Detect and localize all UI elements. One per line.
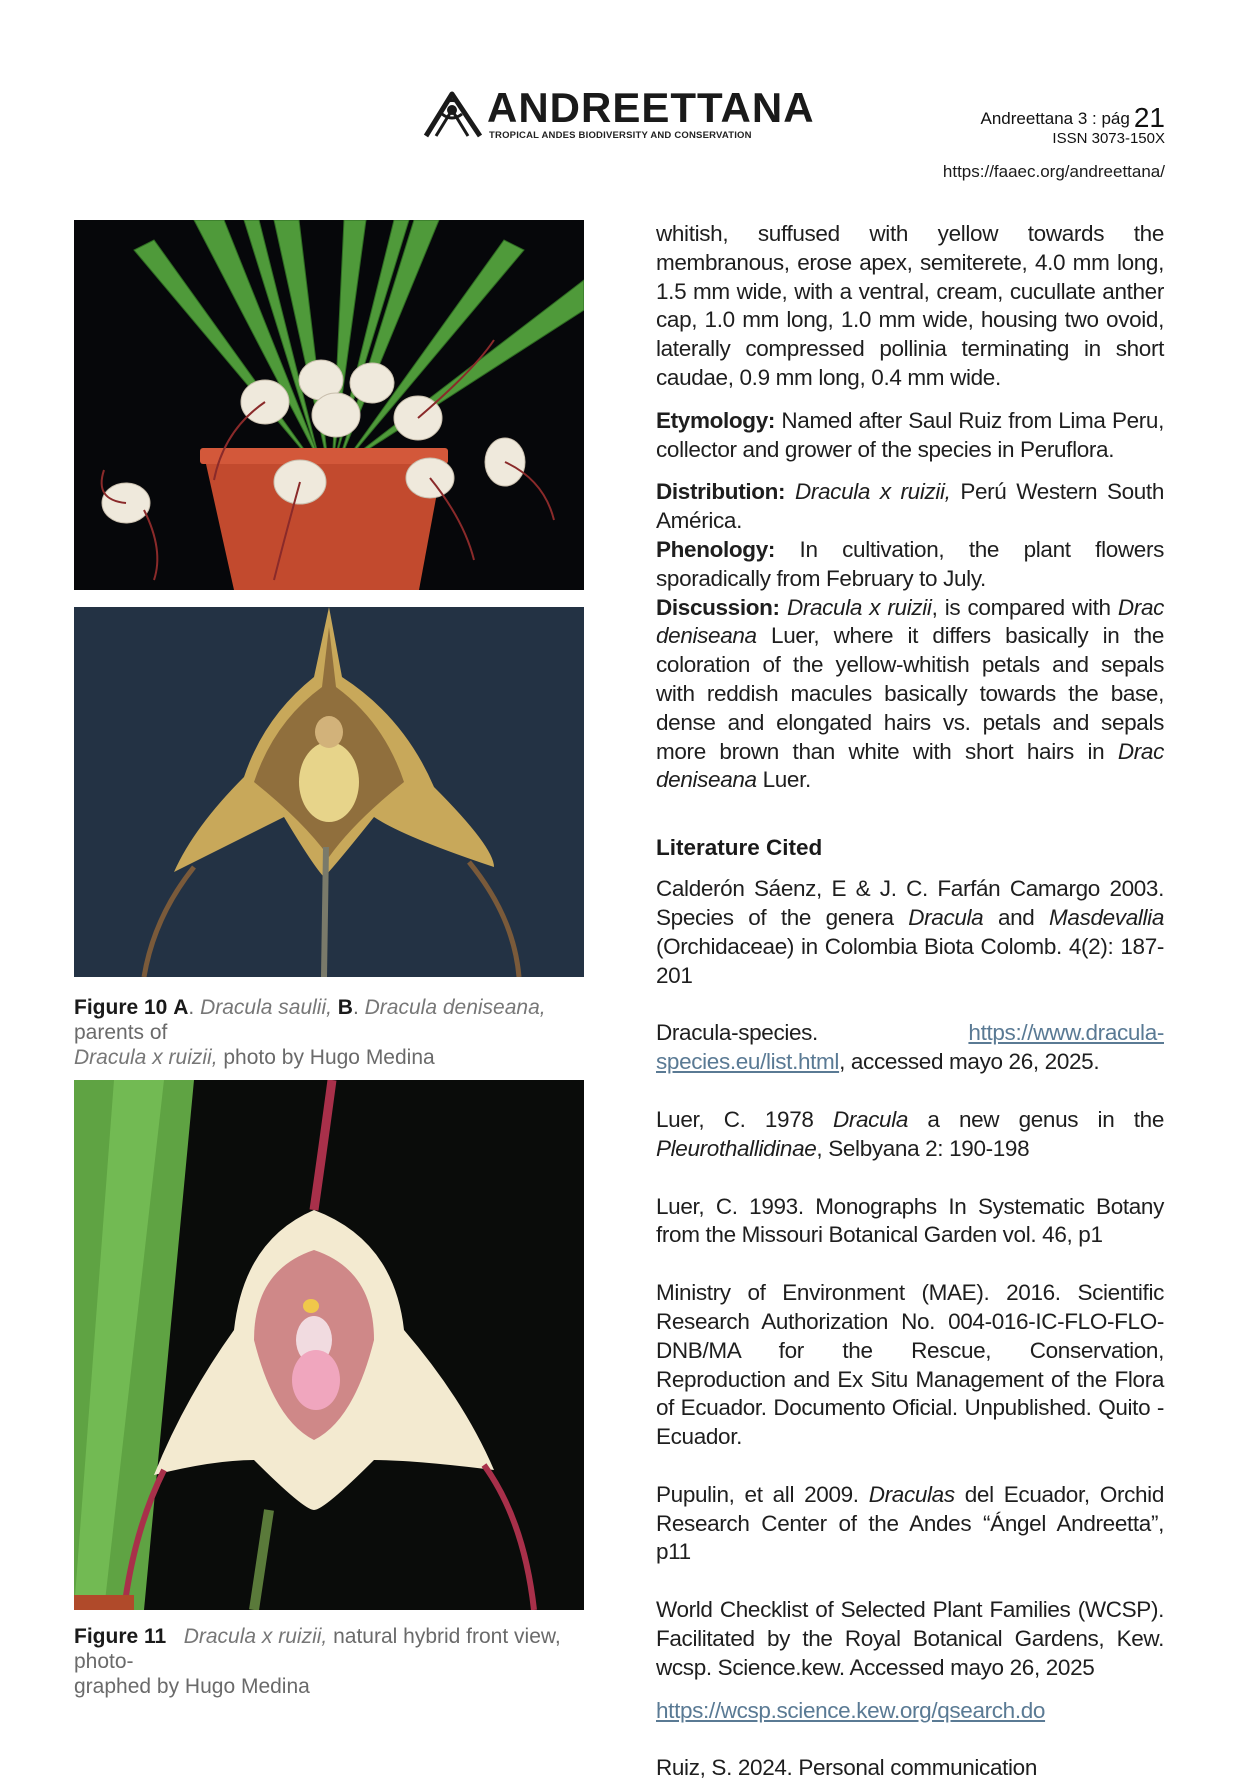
journal-logo <box>422 84 822 144</box>
main-text-column <box>656 220 1164 1783</box>
figure-10-caption: Figure 10 A. Dracula saulii, B. Dracula deniseana, parents of Dracula x ruizii, photo by Hugo Medina <box>74 996 546 1069</box>
reference-ruiz: Ruiz, S. 2024. Personal communication <box>656 1755 1037 1781</box>
ref3-subtribe: Pleurothallidinae <box>656 1135 817 1161</box>
ref1-genus-1: Dracula <box>908 904 984 930</box>
figure-11-text2: graphed by Hugo Medina <box>74 1675 310 1698</box>
reference-pupulin <box>656 1481 1164 1567</box>
distribution-paragraph <box>656 478 1164 536</box>
discussion-species: Dracula x ruizii <box>786 594 932 620</box>
page-number: 21 <box>1133 102 1165 133</box>
etymology-label: Etymology: <box>656 407 776 433</box>
phenology-label: Phenology: <box>656 536 775 562</box>
figure-10a-photo <box>74 220 584 590</box>
etymology-paragraph <box>656 407 1164 465</box>
figure-11-label: Figure 11 <box>74 1625 167 1648</box>
ref2-link[interactable]: https://www.dracula-species.eu/list.html <box>656 1020 1164 1075</box>
ref1-text-c: (Orchidaceae) in Colombia Biota Colomb. 4(2): 187-201 <box>656 933 1164 988</box>
discussion-species3: Drac deniseana <box>656 738 1164 793</box>
figure-11-text1: natural hybrid front view, photo- <box>74 1625 561 1673</box>
phenology-paragraph <box>656 536 1164 594</box>
discussion-paragraph <box>656 594 1164 796</box>
issn: ISSN 3073-150X <box>1052 130 1165 147</box>
figure-11-photo <box>74 1080 584 1610</box>
figure-10-text2: photo by Hugo Medina <box>217 1046 435 1069</box>
ref3-genus: Dracula <box>832 1106 909 1132</box>
figure-10b-photo <box>74 607 584 977</box>
wcsp-link[interactable]: https://wcsp.science.kew.org/qsearch.do <box>656 1697 1046 1723</box>
discussion-text1: , is compared with <box>931 594 1118 620</box>
ref2-text-b: , accessed mayo 26, 2025. <box>839 1049 1100 1075</box>
distribution-text: Perú Western South América. <box>656 479 1164 534</box>
discussion-text2: Luer, where it differs basically in the coloration of the yellow-whitish petals and sepals with reddish macules basically towards the base, dense and elongated hairs vs. petals and sepals more brown than white with short hairs in <box>656 623 1164 764</box>
reference-wcsp: World Checklist of Selected Plant Families (WCSP). Facilitated by the Royal Botanical Gardens, Kew. wcsp. Science.kew. Accessed mayo 26, 2025 <box>656 1597 1164 1680</box>
ref2-text-a: Dracula-species. <box>656 1020 969 1046</box>
page-header-info <box>981 102 1166 147</box>
andreettana-logo-icon <box>422 88 484 140</box>
distribution-species: Dracula x ruizii, <box>794 479 951 505</box>
figure-11-species: Dracula x ruizii, <box>183 1625 328 1648</box>
journal-tagline: TROPICAL ANDES BIODIVERSITY AND CONSERVATION <box>489 130 752 141</box>
reference-mae: Ministry of Environment (MAE). 2016. Scientific Research Authorization No. 004-016-IC-FLO-FLO-DNB/MA for the Rescue, Conservation, Reproduction and Ex Situ Management of the Flora of Ecuador. Documento Oficial. Unpublished. Quito - Ecuador. <box>656 1280 1164 1450</box>
figure-10-label: Figure 10 <box>74 996 168 1019</box>
figure-10-part-b: B <box>337 996 353 1019</box>
issue-label: Andreettana 3 : pág <box>980 109 1130 128</box>
literature-cited-heading: Literature Cited <box>656 835 823 861</box>
ref3-text-b: a new genus in the <box>908 1106 1164 1132</box>
ref1-text-b: and <box>983 904 1050 930</box>
etymology-text: Named after Saul Ruiz from Lima Peru, collector and grower of the species in Peruflora. <box>656 407 1164 462</box>
ref1-text-a: Calderón Sáenz, E & J. C. Farfán Camargo 2003. Species of the genera <box>656 876 1164 930</box>
discussion-text3: Luer. <box>756 767 811 793</box>
discussion-species2: Drac deniseana <box>656 594 1165 649</box>
figure-10-species-a: Dracula saulii, <box>200 996 332 1019</box>
description-continuation: whitish, suffused with yellow towards the membranous, erose apex, semiterete, 4.0 mm long, 1.5 mm wide, with a ventral, cream, cucullate anther cap, 1.0 mm long, 1.0 mm wide, housing two ovoid, laterally compressed pollinia terminating in short caudae, 0.9 mm long, 0.4 mm wide. <box>656 221 1164 390</box>
ref3-text-a: Luer, C. 1978 <box>656 1106 833 1132</box>
figure-10-species-b: Dracula deniseana, <box>364 996 546 1019</box>
reference-luer-1978 <box>656 1106 1164 1164</box>
ref3-text-c: , Selbyana 2: 190-198 <box>816 1135 1030 1161</box>
reference-luer-1993: Luer, C. 1993. Monographs In Systematic Botany from the Missouri Botanical Garden vol. 46, p1 <box>656 1193 1164 1248</box>
figure-10-text1: parents of <box>74 1021 168 1044</box>
ref6-text-b: del Ecuador, Orchid Research Center of the Andes “Ángel Andreetta”, p11 <box>656 1481 1164 1565</box>
figure-10-part-a: A <box>173 996 189 1019</box>
distribution-label: Distribution: <box>656 479 786 505</box>
ref1-genus-2: Masdevallia <box>1049 904 1164 930</box>
ref6-text-a: Pupulin, et all 2009. <box>656 1481 869 1507</box>
journal-url: https://faaec.org/andreettana/ <box>942 162 1165 181</box>
figure-10-species-c: Dracula x ruizii, <box>74 1046 218 1069</box>
figure-11-caption <box>74 1624 594 1699</box>
ref6-genus: Draculas <box>868 1481 955 1507</box>
journal-name: ANDREETTANA <box>487 84 815 131</box>
reference-dracula-species <box>656 1019 1164 1077</box>
reference-calderon <box>656 875 1164 990</box>
reference-wcsp-link <box>656 1697 1164 1726</box>
phenology-text: In cultivation, the plant flowers sporadically from February to July. <box>656 536 1164 591</box>
discussion-label: Discussion: <box>656 594 780 620</box>
